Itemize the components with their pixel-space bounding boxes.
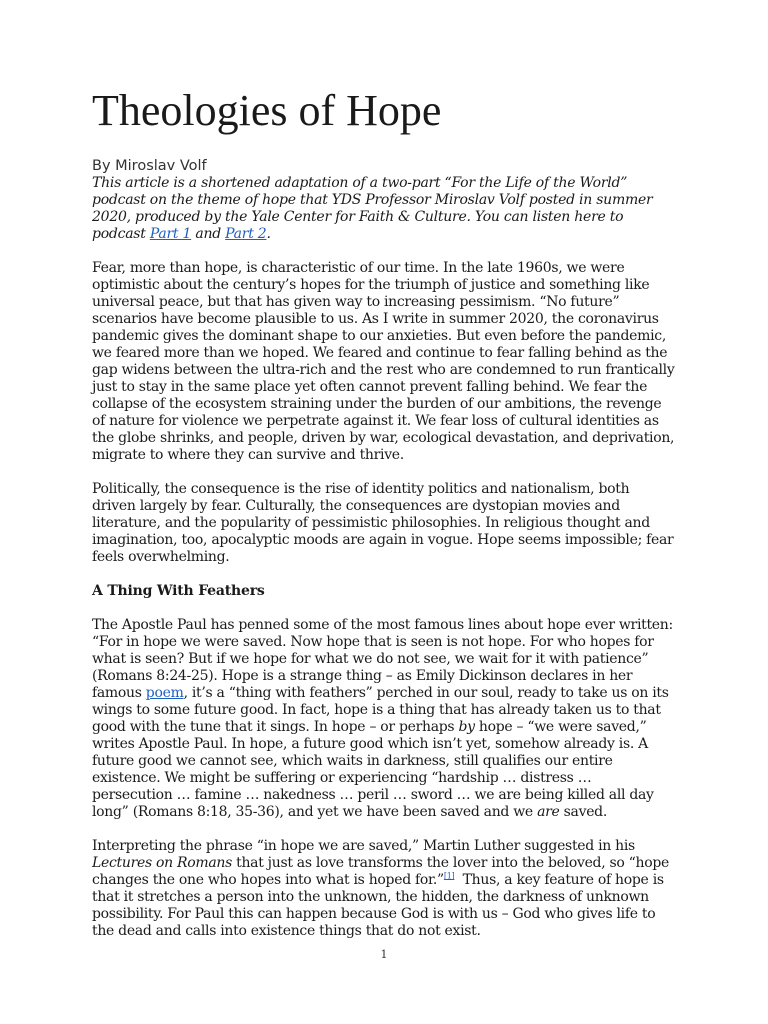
intro-text: This article is a shortened adaptation of a two-part “For the Life of the World” podcast on the theme of hope that YDS Professor Miroslav Volf posted in summer 2020, produced by the Yale Center for Faith & Culture. You can listen here to podcast: [92, 175, 653, 242]
intro-end: .: [266, 226, 271, 242]
paragraph-politics: Politically, the consequence is the rise of identity politics and nationalism, both driven largely by fear. Culturally, the consequences are dystopian movies and literature, and the popularity of pessimistic philosophies. In religious thought and imagination, too, apocalyptic moods are again in vogue. Hope seems impossible; fear feels overwhelming.: [92, 481, 674, 565]
para3-text-c: hope – “we were saved,” writes Apostle Paul. In hope, a future good which isn’t yet, somehow already is. A future good we cannot see, which waits in darkness, still qualifies our entire existence. We might be suffering or experiencing “hardship … distress … persecution … famine … nakedness … peril … sword … we are being killed all day long” (Romans 8:18, 35-36), and yet we have been saved and we: [92, 719, 654, 820]
podcast-part-1-link[interactable]: Part 1: [149, 226, 192, 242]
para4-text-a: Interpreting the phrase “in hope we are saved,” Martin Luther suggested in his: [92, 838, 635, 854]
footnote-1-link[interactable]: [1]: [443, 871, 455, 881]
intro-paragraph: [92, 175, 676, 243]
paragraph-luther: [92, 838, 676, 940]
section-heading: A Thing With Feathers: [92, 583, 265, 599]
emphasis-by: by: [458, 719, 475, 735]
para3-text-a: The Apostle Paul has penned some of the most famous lines about hope ever written: “For in hope we were saved. Now hope that is seen is not hope. For who hopes for what is seen? But if we hope for what we do not see, we wait for it with patience” (Romans 8:24-25). Hope is a strange thing – as Emily Dickinson declares in her famous: [92, 617, 673, 701]
para3-text-d: saved.: [559, 804, 607, 820]
article-title: Theologies of Hope: [92, 86, 442, 135]
book-title: Lectures on Romans: [92, 855, 232, 871]
byline: By Miroslav Volf: [92, 158, 207, 174]
podcast-part-2-link[interactable]: Part 2: [225, 226, 267, 242]
para4-text-c: Thus, a key feature of hope is that it stretches a person into the unknown, the hidden, the darkness of unknown possibility. For Paul this can happen because God is with us – God who gives life to the dead and calls into existence things that do not exist.: [92, 872, 668, 939]
emphasis-are: are: [537, 804, 560, 820]
page-number: 1: [380, 948, 388, 961]
paragraph-fear: Fear, more than hope, is characteristic of our time. In the late 1960s, we were optimistic about the century’s hopes for the triumph of justice and something like universal peace, but that has given way to increasing pessimism. “No future” scenarios have become plausible to us. As I write in summer 2020, the coronavirus pandemic gives the dominant shape to our anxieties. But even before the pandemic, we feared more than we hoped. We feared and continue to fear falling behind as the gap widens between the ultra-rich and the rest who are condemned to run frantically just to stay in the same place yet often cannot prevent falling behind. We fear the collapse of the ecosystem straining under the burden of our ambitions, the revenge of nature for violence we perpetrate against it. We fear loss of cultural identities as the globe shrinks, and people, driven by war, ecological devastation, and deprivation, migrate to where they can survive and thrive.: [92, 260, 675, 463]
para3-text-b: , it’s a “thing with feathers” perched in our soul, ready to take us on its wings to some future good. In fact, hope is a thing that has already taken us to that good with the tune that it sings. In hope – or perhaps: [92, 685, 669, 735]
paragraph-apostle-paul: [92, 617, 676, 821]
intro-and: and: [191, 226, 226, 242]
para4-text-b: that just as love transforms the lover into the beloved, so “hope changes the one who hopes into what is hoped for.”: [92, 855, 670, 888]
poem-link[interactable]: poem: [145, 685, 184, 701]
